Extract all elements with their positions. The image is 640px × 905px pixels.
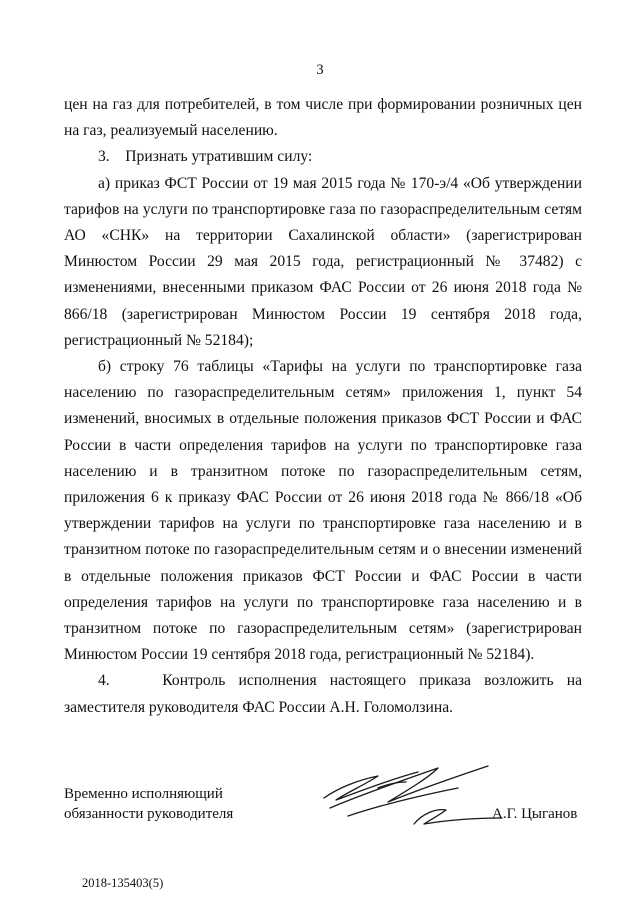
paragraph-item-3b: б) строку 76 таблицы «Тарифы на услуги по транспортировке газа населению по газораспределительным сетям» приложения 1, пункт 54 изменений, вносимых в отдельные положения приказов ФСТ России и ФАС России в части определения тарифов на услуги по транспортировке газа населению и в транзитном потоке по газораспределительным сетям, приложения 6 к приказу ФАС России от 26 июня 2018 года № 866/18 «Об утверждении тарифов на услуги по транспортировке газа населению и в транзитном потоке по газораспределительным сетям и о внесении изменений в отдельные положения приказов ФСТ России и ФАС России в части определения тарифов на услуги по транспортировке газа населению и в транзитном потоке по газораспределительным сетям» (зарегистрирован Минюстом России 19 сентября 2018 года, регистрационный № 52184). [64,358,582,664]
document-body [64,92,582,721]
paragraph-continuation: цен на газ для потребителей, в том числе при формировании розничных цен на газ, реализуемый населению. [64,96,582,140]
signatory-position [64,784,233,824]
document-code: 2018-135403(5) [82,876,164,890]
page-number: 3 [316,62,324,78]
signatory-name: А.Г. Цыганов [492,806,578,822]
paragraph-item-3: 3. Признать утратившим силу: [98,148,313,166]
paragraph-item-4: 4. Контроль исполнения настоящего приказа возложить на заместителя руководителя ФАС России А.Н. Голомолзина. [64,672,582,716]
handwritten-signature [318,758,508,828]
signatory-position-line1: Временно исполняющий [64,786,223,802]
signatory-position-line2: обязанности руководителя [64,806,234,822]
paragraph-item-3a: а) приказ ФСТ России от 19 мая 2015 года № 170-э/4 «Об утверждении тарифов на услуги по транспортировке газа по газораспределительным сетям АО «СНК» на территории Сахалинской области» (зарегистрирован Минюстом России 29 мая 2015 года, регистрационный № 37482) с изменениями, внесенными приказом ФАС России от 26 июня 2018 года № 866/18 (зарегистрирован Минюстом России 19 сентября 2018 года, регистрационный № 52184); [64,174,582,349]
